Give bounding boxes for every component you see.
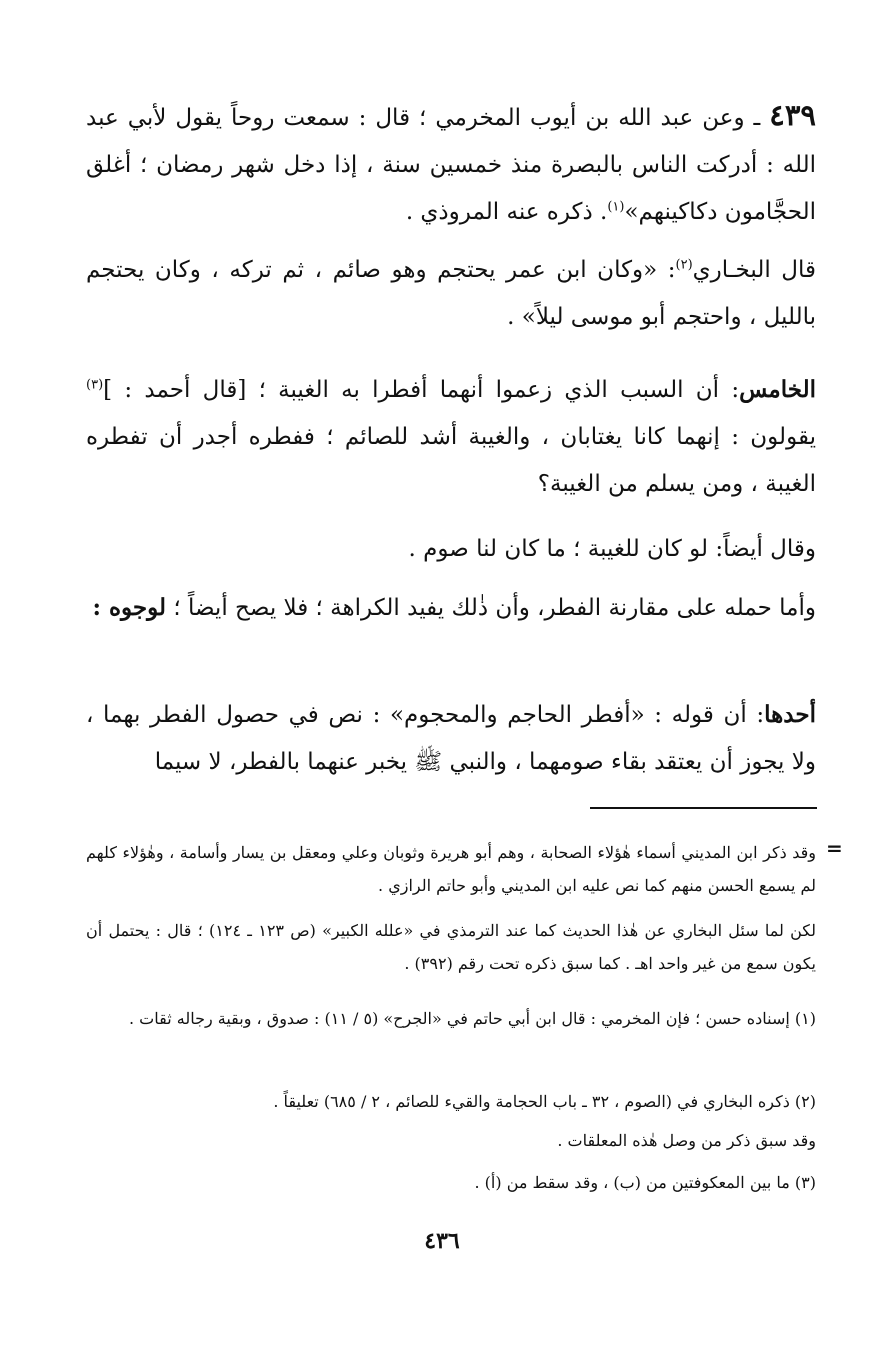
paragraph-reasons-text: وأما حمله على مقارنة الفطر، وأن ذٰلك يفيد الكراهة ؛ فلا يصح أيضاً ؛ [173, 595, 816, 621]
footnote-divider [590, 807, 817, 809]
footnote-continuation-mark: = [826, 836, 843, 860]
paragraph-439 [86, 92, 816, 236]
paragraph-439-text: ـ وعن عبد الله بن أيوب المخرمي ؛ قال : سمعت روحاً يقول لأبي عبد الله : أدركت الناس بالبصرة منذ خمسين سنة ، إذا دخل شهر رمضان ؛ أغلق الحجَّامون دكاكينهم» [86, 105, 816, 225]
paragraph-fifth-text-1: : أن السبب الذي زعموا أنهما أفطرا به الغيبة ؛ [قال أحمد : ] [103, 377, 740, 403]
paragraph-439-tail: . ذكره عنه المروذي . [405, 199, 608, 225]
paragraph-bukhari [86, 247, 816, 341]
paragraph-first-text: : أن قوله : «أفطر الحاجم والمحجوم» : نص في حصول الفطر بهما ، ولا يجوز أن يعتقد بقاء صومهما ، والنبي ﷺ يخبر عنهما بالفطر، لا سيما [86, 702, 816, 775]
footnote-2a: (٢) ذكره البخاري في (الصوم ، ٣٢ ـ باب الحجامة والقيء للصائم ، ٢ / ٦٨٥) تعليقاً . [273, 1092, 816, 1111]
paragraph-fifth-head: الخامس [739, 376, 816, 403]
paragraph-fifth-text-2: يقولون : إنهما كانا يغتابان ، والغيبة أشد للصائم ؛ ففطره أجدر أن تفطره الغيبة ، ومن يسلم من الغيبة؟ [86, 424, 816, 497]
footnote-ref-2: (٢) [675, 257, 693, 273]
footnote-ref-3: (٣) [86, 377, 104, 393]
paragraph-reasons [86, 584, 816, 632]
paragraph-also [86, 526, 816, 573]
hadith-number: ٤٣٩ [769, 98, 816, 132]
paragraph-reasons-bold: لوجوه : [92, 594, 167, 621]
paragraph-bukhari-head: قال البخـاري [692, 257, 816, 283]
paragraph-first [86, 691, 816, 786]
footnote-2b: وقد سبق ذكر من وصل هٰذه المعلقات . [557, 1131, 816, 1150]
footnote-ref-1: (١) [607, 199, 625, 215]
paragraph-first-head: أحدها [764, 701, 816, 728]
footnote-1: (١) إسناده حسن ؛ فإن المخرمي : قال ابن أبي حاتم في «الجرح» (٥ / ١١) : صدوق ، وبقية رجاله ثقات . [129, 1009, 816, 1028]
page-number: ٤٣٦ [424, 1228, 460, 1254]
paragraph-fifth [86, 366, 816, 508]
footnote-3: (٣) ما بين المعكوفتين من (ب) ، وقد سقط من (أ) . [474, 1173, 816, 1192]
footnote-continued-b: لكن لما سئل البخاري عن هٰذا الحديث كما عند الترمذي في «علله الكبير» (ص ١٢٣ ـ ١٢٤) ؛ قال : يحتمل أن يكون سمع من غير واحد اهـ . كما سبق ذكره تحت رقم (٣٩٢) . [86, 921, 817, 973]
footnote-continued-a: وقد ذكر ابن المديني أسماء هٰؤلاء الصحابة ، وهم أبو هريرة وثوبان وعلي ومعقل بن يسار وأسامة ، وهٰؤلاء كلهم لم يسمع الحسن منهم كما نص عليه ابن المديني وأبو حاتم الرازي . [86, 843, 816, 895]
paragraph-bukhari-text: : «وكان ابن عمر يحتجم وهو صائم ، ثم تركه ، وكان يحتجم بالليل ، واحتجم أبو موسى ليلاً» . [86, 257, 816, 330]
paragraph-also-text: وقال أيضاً: لو كان للغيبة ؛ ما كان لنا صوم . [408, 536, 816, 562]
